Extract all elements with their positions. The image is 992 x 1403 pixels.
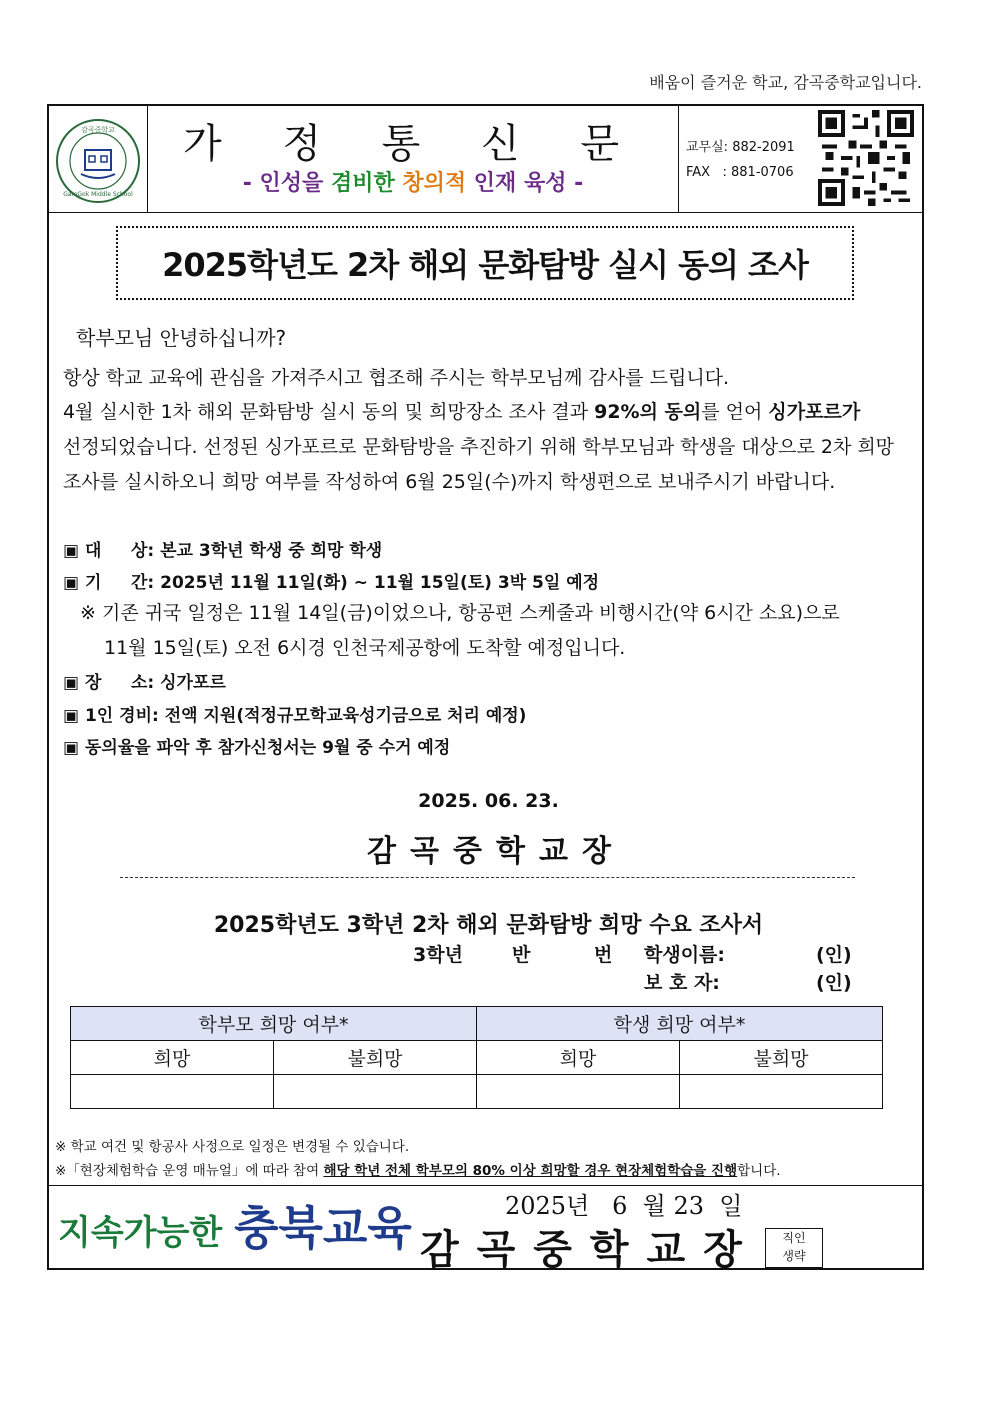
guardian-seal-mark: (인)	[816, 972, 852, 994]
seal-box	[765, 1228, 823, 1268]
survey-table	[70, 1006, 883, 1109]
student-yes-cell[interactable]	[477, 1075, 680, 1109]
info-target: ▣ 대 상: 본교 3학년 학생 중 희망 학생	[63, 541, 383, 561]
paragraph-text: 를 얻어	[701, 401, 769, 423]
school-logo	[55, 118, 141, 204]
info-period: ▣ 기 간: 2025년 11월 11일(화) ~ 11월 15일(토) 3박 5일 예정	[63, 573, 600, 593]
info-collection: ▣ 동의율을 파악 후 참가신청서는 9월 중 수거 예정	[63, 738, 451, 758]
slogan	[148, 166, 678, 197]
consent-rate: 92%의 동의	[594, 401, 702, 423]
principal-signature: 감곡중학교장	[367, 834, 625, 869]
slogan-part: 창의적	[402, 171, 474, 196]
footnote: ※ 학교 여건 및 항공사 사정으로 일정은 변경될 수 있습니다.	[55, 1139, 410, 1155]
class-label: 반	[512, 944, 531, 966]
slogan-part: - 인성을	[242, 171, 331, 196]
destination: 싱가포르가	[768, 401, 861, 423]
student-name-label: 학생이름:	[644, 944, 726, 966]
cut-line	[120, 877, 855, 878]
paragraph-line: 조사를 실시하오니 희망 여부를 작성하여 6월 25일(수)까지 학생편으로 보내주시기 바랍니다.	[63, 471, 836, 493]
footnote-text: ※「현장체험학습 운영 매뉴얼」에 따라 참여	[55, 1163, 324, 1179]
number-label: 번	[594, 944, 613, 966]
office-contact	[686, 136, 795, 155]
grade-label: 3학년	[413, 944, 463, 966]
newsletter-title: 가 정 통 신 문	[182, 121, 644, 167]
brand-logo	[58, 1192, 412, 1258]
footer-date: 2025년 6 월 23 일	[505, 1192, 743, 1220]
column-header: 불희망	[274, 1041, 477, 1075]
fax-number: 881-0706	[731, 165, 794, 180]
student-no-cell[interactable]	[680, 1075, 883, 1109]
office-label: 교무실:	[686, 140, 729, 155]
brand-text-emphasis: 충북교육	[234, 1201, 412, 1255]
logo-text-top: 감곡중학교	[81, 126, 115, 134]
info-place: ▣ 장 소: 싱가포르	[63, 673, 226, 693]
logo-text-ring: GamGok Middle School	[63, 191, 133, 198]
slogan-part: 겸비한	[330, 171, 403, 196]
student-seal-mark: (인)	[816, 944, 852, 966]
issue-date: 2025. 06. 23.	[418, 790, 559, 812]
survey-title: 2025학년도 3학년 2차 해외 문화탐방 희망 수요 조사서	[213, 913, 764, 938]
paragraph-line: 항상 학교 교육에 관심을 가져주시고 협조해 주시는 학부모님께 감사를 드립니다.	[63, 367, 730, 389]
notice-title: 2025학년도 2차 해외 문화탐방 실시 동의 조사	[116, 226, 854, 300]
qr-code[interactable]	[818, 110, 914, 206]
column-header: 희망	[477, 1041, 680, 1075]
parent-no-cell[interactable]	[274, 1075, 477, 1109]
paragraph-line: 선정되었습니다. 선정된 싱가포르로 문화탐방을 추진하기 위해 학부모님과 학생을 대상으로 2차 희망	[63, 436, 895, 458]
parent-yes-cell[interactable]	[71, 1075, 274, 1109]
footer-divider	[47, 1185, 924, 1186]
slogan-part: 인재 육성 -	[473, 171, 584, 196]
brand-text: 지속가능한	[58, 1213, 235, 1253]
principal-signature-footer: 감곡중학교장	[420, 1227, 760, 1273]
column-header: 희망	[71, 1041, 274, 1075]
fax-contact	[686, 165, 794, 180]
guardian-label: 보 호 자:	[644, 972, 720, 994]
header-divider-right	[678, 104, 679, 212]
parent-consent-header: 학부모 희망 여부*	[71, 1007, 477, 1041]
fax-label: FAX :	[686, 165, 727, 180]
paragraph-text: 4월 실시한 1차 해외 문화탐방 실시 동의 및 희망장소 조사 결과	[63, 401, 595, 423]
office-phone: 882-2091	[732, 140, 795, 155]
student-consent-header: 학생 희망 여부*	[477, 1007, 883, 1041]
column-header: 불희망	[680, 1041, 883, 1075]
footnote-emphasis: 해당 학년 전체 학부모의 80% 이상 희망할 경우 현장체험학습을 진행	[323, 1163, 738, 1179]
footnote-text: 합니다.	[737, 1163, 781, 1179]
greeting: 학부모님 안녕하십니까?	[76, 326, 287, 350]
info-cost: ▣ 1인 경비: 전액 지원(적정규모학교육성기금으로 처리 예정)	[63, 706, 527, 726]
seal-line: 직인	[782, 1231, 806, 1245]
seal-line: 생략	[782, 1249, 806, 1263]
schedule-note: 11월 15일(토) 오전 6시경 인천국제공항에 도착할 예정입니다.	[104, 637, 626, 659]
footnote	[55, 1159, 781, 1179]
school-motto: 배움이 즐거운 학교, 감곡중학교입니다.	[649, 73, 922, 92]
schedule-note: ※ 기존 귀국 일정은 11월 14일(금)이었으나, 항공편 스케줄과 비행시간(약 6시간 소요)으로	[80, 602, 840, 624]
paragraph-line	[63, 397, 913, 424]
header-divider	[47, 212, 924, 213]
